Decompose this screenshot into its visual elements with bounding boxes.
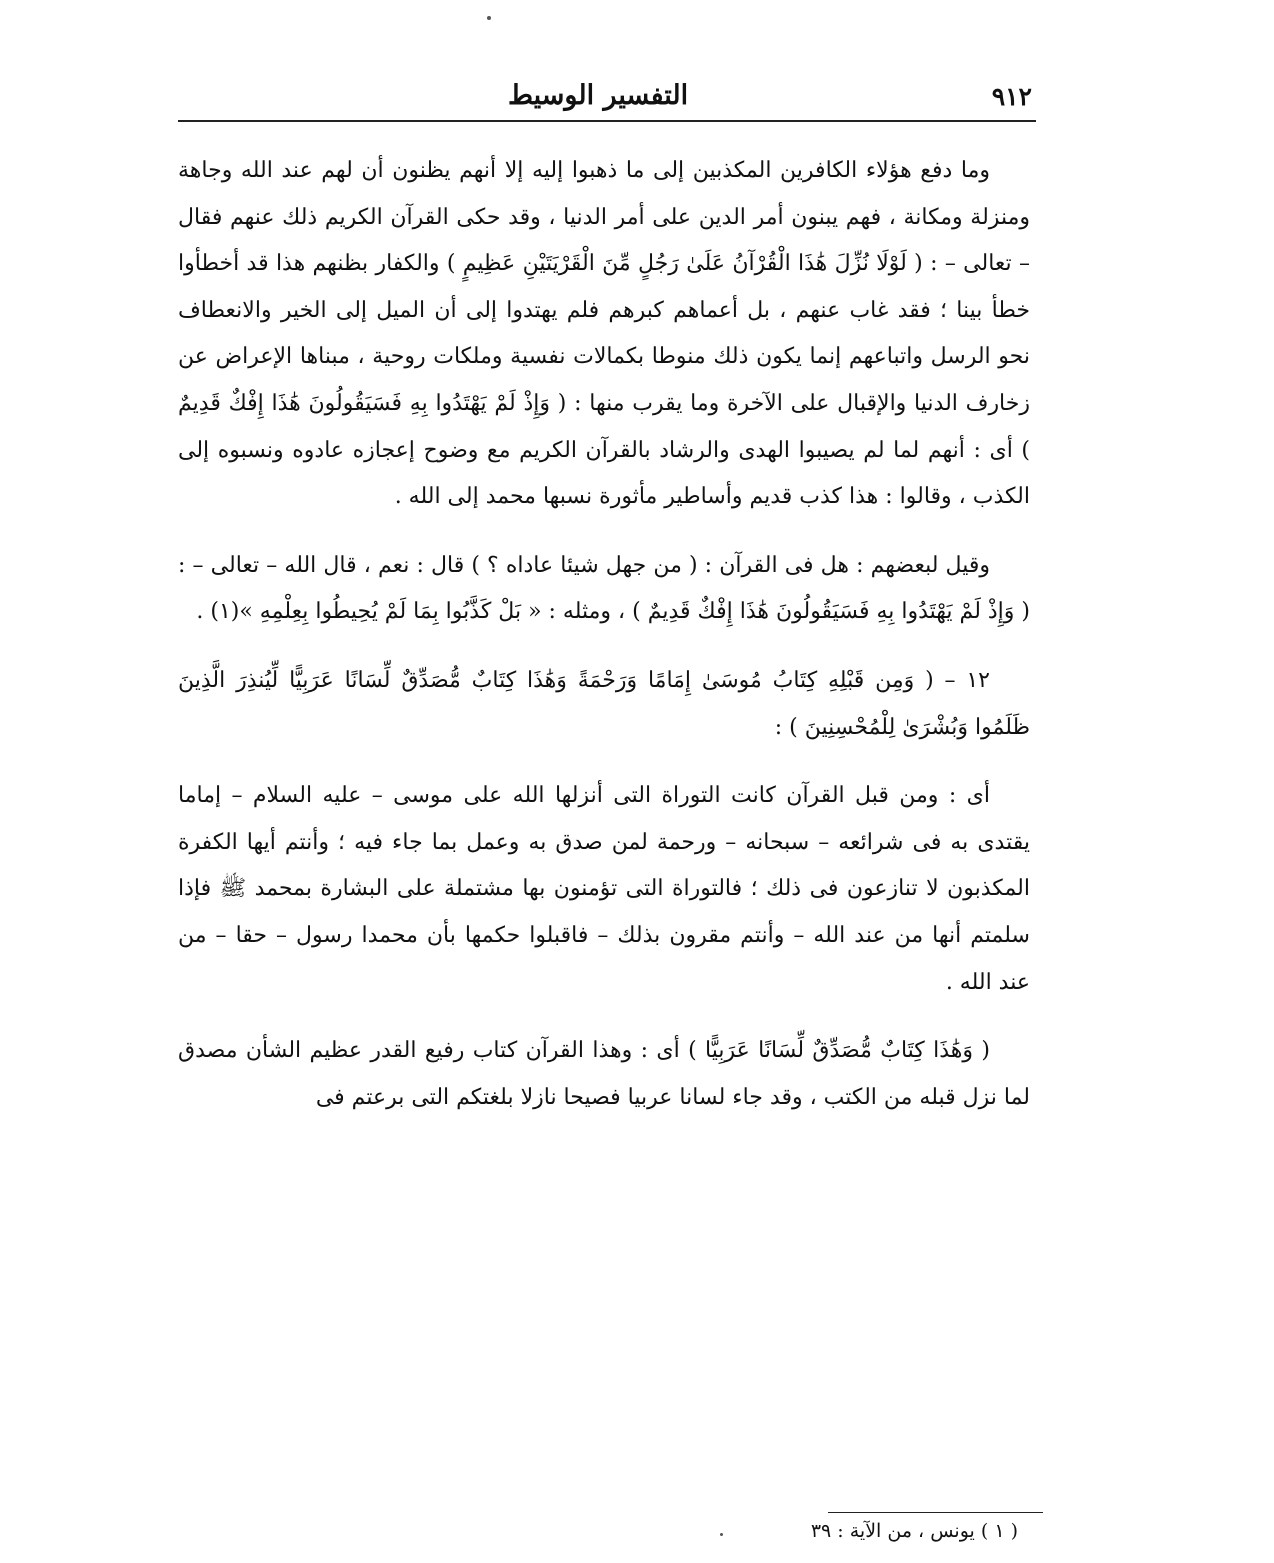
- page-number: ٩١٢: [991, 82, 1032, 111]
- page-header: [178, 78, 1036, 118]
- scan-speck: [720, 1533, 723, 1536]
- footnote: ( ١ ) يونس ، من الآية : ٣٩: [810, 1520, 1018, 1542]
- paragraph: وقيل لبعضهم : هل فى القرآن : ( من جهل شيئا عاداه ؟ ) قال : نعم ، قال الله – تعالى – : ( وَإِذْ لَمْ يَهْتَدُوا بِهِ فَسَيَقُولُونَ هَٰذَا إِفْكٌ قَدِيمٌ ) ، ومثله : « بَلْ كَذَّبُوا بِمَا لَمْ يُحِيطُوا بِعِلْمِهِ »(١) .: [178, 552, 1030, 625]
- header-rule: [178, 120, 1036, 122]
- paragraph: وما دفع هؤلاء الكافرين المكذبين إلى ما ذهبوا إليه إلا أنهم يظنون أن لهم عند الله وجاهة ومنزلة ومكانة ، فهم يبنون أمر الدين على أمر الدنيا ، وقد حكى القرآن الكريم ذلك عنهم فقال – تعالى – : ( لَوْلَا نُزِّلَ هَٰذَا الْقُرْآنُ عَلَىٰ رَجُلٍ مِّنَ الْقَرْيَتَيْنِ عَظِيمٍ ) والكفار بظنهم هذا قد أخطأوا خطأ بينا ؛ فقد غاب عنهم ، بل أعماهم كبرهم فلم يهتدوا إلى أن الميل إلى الخير والانعطاف نحو الرسل واتباعهم إنما يكون ذلك منوطا بكمالات نفسية وملكات روحية ، مبناها الإعراض عن زخارف الدنيا والإقبال على الآخرة وما يقرب منها : ( وَإِذْ لَمْ يَهْتَدُوا بِهِ فَسَيَقُولُونَ هَٰذَا إِفْكٌ قَدِيمٌ ) أى : أنهم لما لم يصيبوا الهدى والرشاد بالقرآن الكريم مع وضوح إعجازه عادوه ونسبوه إلى الكذب ، وقالوا : هذا كذب قديم وأساطير مأثورة نسبها محمد إلى الله .: [178, 158, 1030, 510]
- paragraph: ( وَهَٰذَا كِتَابٌ مُّصَدِّقٌ لِّسَانًا عَرَبِيًّا ) أى : وهذا القرآن كتاب رفيع القدر عظيم الشأن مصدق لما نزل قبله من الكتب ، وقد جاء لسانا عربيا فصيحا نازلا بلغتكم التى برعتم فى: [178, 1038, 1030, 1110]
- main-text: [178, 148, 1030, 1121]
- footnote-rule: [828, 1512, 1043, 1513]
- verse-heading: ١٢ – ( وَمِن قَبْلِهِ كِتَابُ مُوسَىٰ إِمَامًا وَرَحْمَةً وَهَٰذَا كِتَابٌ مُّصَدِّقٌ لِّسَانًا عَرَبِيًّا لِّيُنذِرَ الَّذِينَ ظَلَمُوا وَبُشْرَىٰ لِلْمُحْسِنِينَ ) :: [178, 667, 1030, 740]
- paragraph: أى : ومن قبل القرآن كانت التوراة التى أنزلها الله على موسى – عليه السلام – إماما يقتدى به فى شرائعه – سبحانه – ورحمة لمن صدق به وعمل بما جاء فيه ؛ وأنتم أيها الكفرة المكذبون لا تنازعون فى ذلك ؛ فالتوراة التى تؤمنون بها مشتملة على البشارة بمحمد ﷺ فإذا سلمتم أنها من عند الله – وأنتم مقرون بذلك – فاقبلوا حكمها بأن محمدا رسول – حقا – من عند الله .: [178, 783, 1030, 995]
- scan-speck: [487, 16, 491, 20]
- running-title: التفسير الوسيط: [508, 80, 689, 111]
